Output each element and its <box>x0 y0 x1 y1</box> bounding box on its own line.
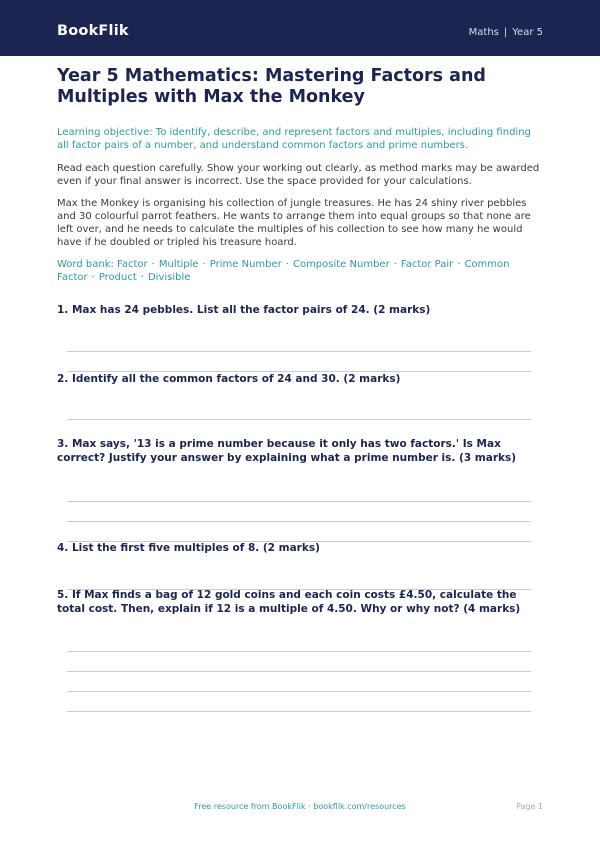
word-bank-term: Common Factor <box>57 259 510 283</box>
answer-line[interactable] <box>67 419 531 420</box>
answer-line[interactable] <box>67 691 531 692</box>
word-bank-term: Factor Pair <box>400 259 454 270</box>
word-bank-term: Factor <box>117 259 148 270</box>
word-bank-term: Prime Number <box>209 259 282 270</box>
word-bank-separator: · <box>202 259 206 270</box>
learning-objective: Learning objective: To identify, describe, and represent factors and multiples, including finding all factor pairs of a number, and understand common factors and prime numbers. <box>57 127 531 151</box>
story-text: Max the Monkey is organising his collection of jungle treasures. He has 24 shiny river pebbles and 30 colourful parrot feathers. He wants to arrange them into equal groups so that none are left over, and he needs to calculate the multiples of his collection to see how many he would have if he doubled or tripled his treasure hoard. <box>57 198 531 248</box>
subject-label: Maths <box>468 27 499 38</box>
page-number: Page 1 <box>516 802 543 811</box>
question-1: 1. Max has 24 pebbles. List all the factor pairs of 24. (2 marks) <box>57 304 431 316</box>
answer-line[interactable] <box>67 651 531 652</box>
meta-separator: | <box>503 27 508 38</box>
answer-line[interactable] <box>67 501 531 502</box>
word-bank-separator: · <box>285 259 289 270</box>
instructions-text: Read each question carefully. Show your working out clearly, as method marks may be awarded even if your final answer is incorrect. Use the space provided for your calculations. <box>57 163 540 187</box>
word-bank-separator: · <box>91 272 95 283</box>
year-label: Year 5 <box>512 27 543 38</box>
worksheet-intro <box>57 66 543 284</box>
answer-line[interactable] <box>67 711 531 712</box>
word-bank-separator: · <box>140 272 144 283</box>
question-3: 3. Max says, '13 is a prime number because it only has two factors.' Is Max correct? Justify your answer by explaining what a prime number is. (3 marks) <box>57 438 517 464</box>
question-4: 4. List the first five multiples of 8. (2 marks) <box>57 542 320 554</box>
word-bank-label: Word bank: <box>57 259 114 270</box>
question-5: 5. If Max finds a bag of 12 gold coins and each coin costs £4.50, calculate the total cost. Then, explain if 12 is a multiple of 4.50. Why or why not? (4 marks) <box>57 589 521 615</box>
answer-line[interactable] <box>67 671 531 672</box>
word-bank-term: Multiple <box>158 259 199 270</box>
brand-logo[interactable]: BookFlik <box>57 23 129 39</box>
word-bank-term: Product <box>98 272 137 283</box>
footer-resource-link[interactable]: Free resource from BookFlik · bookflik.com/resources <box>194 802 406 811</box>
word-bank-separator: · <box>457 259 461 270</box>
subject-meta <box>469 27 543 38</box>
word-bank <box>57 258 543 284</box>
answer-line[interactable] <box>67 351 531 352</box>
word-bank-separator: · <box>393 259 397 270</box>
page-title: Year 5 Mathematics: Mastering Factors and Multiples with Max the Monkey <box>57 66 486 107</box>
answer-line[interactable] <box>67 521 531 522</box>
word-bank-term: Divisible <box>147 272 191 283</box>
header-bar <box>0 0 600 56</box>
word-bank-separator: · <box>151 259 155 270</box>
word-bank-term: Composite Number <box>292 259 390 270</box>
question-2: 2. Identify all the common factors of 24 and 30. (2 marks) <box>57 373 401 385</box>
